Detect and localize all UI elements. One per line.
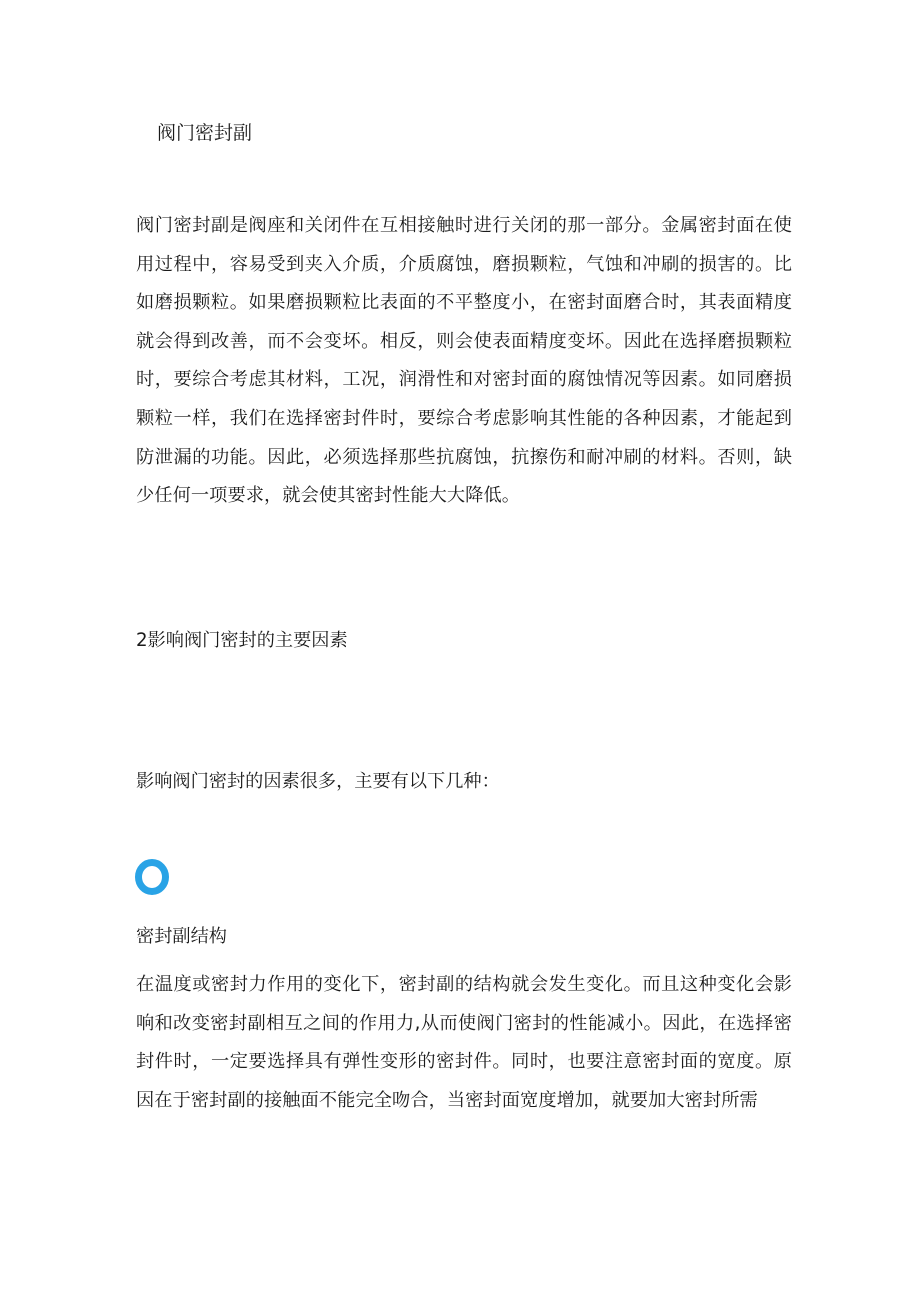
list-marker-circle-icon (134, 858, 170, 896)
paragraph-seal-structure: 在温度或密封力作用的变化下，密封副的结构就会发生变化。而且这种变化会影响和改变密封副相互之间的作用力,从而使阀门密封的性能减小。因此，在选择密封件时，一定要选择具有弹性变形的密封件。同时，也要注意密封面的宽度。原因在于密封副的接触面不能完全吻合，当密封面宽度增加，就要加大密封所需 (136, 974, 792, 1111)
document-title: 阀门密封副 (157, 122, 253, 144)
section-heading: 2影响阀门密封的主要因素 (136, 630, 348, 651)
paragraph-intro: 阀门密封副是阀座和关闭件在互相接触时进行关闭的那一部分。金属密封面在使用过程中，容易受到夹入介质，介质腐蚀，磨损颗粒，气蚀和冲刷的损害的。比如磨损颗粒。如果磨损颗粒比表面的不平整度小，在密封面磨合时，其表面精度就会得到改善，而不会变坏。相反，则会使表面精度变坏。因此在选择磨损颗粒时，要综合考虑其材料，工况，润滑性和对密封面的腐蚀情况等因素。如同磨损颗粒一样，我们在选择密封件时，要综合考虑影响其性能的各种因素，才能起到防泄漏的功能。因此，必须选择那些抗腐蚀，抗擦伤和耐冲刷的材料。否则，缺少任何一项要求，就会使其密封性能大大降低。 (136, 215, 792, 507)
subsection-heading: 密封副结构 (136, 926, 227, 947)
factors-intro: 影响阀门密封的因素很多，主要有以下几种： (136, 771, 500, 792)
